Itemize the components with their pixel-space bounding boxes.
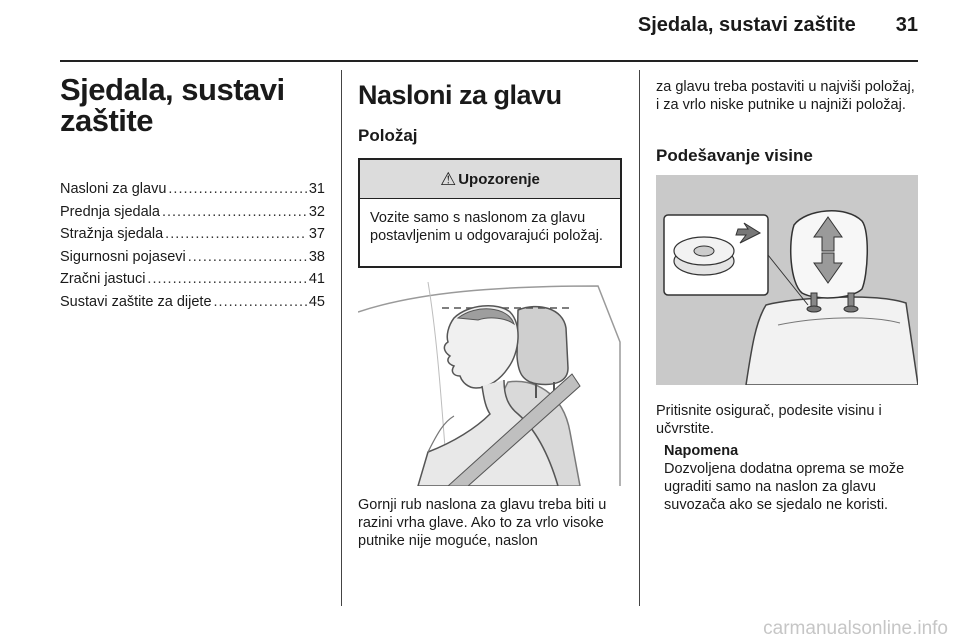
toc-item-page: 32 [308, 203, 325, 220]
toc-item-label: Sigurnosni pojasevi [60, 248, 186, 265]
section-title: Nasloni za glavu [358, 80, 562, 110]
column-divider-1 [341, 70, 342, 606]
chapter-title: Sjedala, sustavi zaštite [60, 72, 285, 138]
toc-leader-dots [147, 268, 306, 291]
footer-watermark: carmanualsonline.info [763, 618, 948, 639]
headrest-adjust-illustration [656, 175, 918, 385]
toc-item-label: Sustavi zaštite za dijete [60, 293, 212, 310]
warning-title: Upozorenje [458, 170, 540, 188]
position-text: Gornji rub naslona za glavu treba biti u razini vrha glave. Ako to za vrlo visoke putnike nije moguće, naslon [358, 497, 607, 549]
continued-text: za glavu treba postaviti u najviši položaj, i za vrlo niske putnike u najniži položaj. [656, 79, 915, 113]
toc-item-sustavi-zastite-za-dijete[interactable] [60, 291, 325, 314]
height-adjust-heading: Podešavanje visine [656, 146, 813, 165]
warning-text: Vozite samo s naslonom za glavu postavljenim u odgovarajući položaj. [370, 210, 603, 244]
toc-item-zracni-jastuci[interactable] [60, 268, 325, 291]
seat-back [746, 297, 918, 385]
toc-item-nasloni-za-glavu[interactable] [60, 178, 325, 201]
height-adjust-text: Pritisnite osigurač, podesite visinu i učvrstite. [656, 403, 882, 437]
toc-leader-dots [168, 178, 306, 201]
toc-item-sigurnosni-pojasevi[interactable] [60, 246, 325, 269]
toc-item-label: Prednja sjedala [60, 203, 160, 220]
toc-leader-dots [188, 246, 307, 269]
release-button-hole [694, 246, 714, 256]
note-heading: Napomena [664, 443, 739, 459]
toc-item-page: 41 [308, 271, 325, 287]
post-guide [844, 306, 858, 312]
driver-headrest-illustration [358, 282, 622, 486]
header-rule [60, 60, 918, 62]
running-header [520, 14, 918, 37]
warning-triangle-icon: ⚠ [440, 168, 457, 189]
toc-item-page: 45 [308, 293, 325, 310]
toc-item-straznja-sjedala[interactable] [60, 223, 325, 246]
position-heading: Položaj [358, 126, 418, 145]
toc-leader-dots [214, 291, 307, 314]
headrest-post [848, 293, 854, 307]
toc-item-label: Nasloni za glavu [60, 181, 167, 197]
toc-item-label: Zračni jastuci [60, 271, 146, 287]
warning-header [360, 160, 620, 199]
running-title: Sjedala, sustavi zaštite [637, 14, 856, 36]
toc-leader-dots [165, 223, 307, 246]
toc-item-page: 31 [308, 181, 325, 197]
toc-item-page: 37 [308, 226, 325, 242]
headrest-post [811, 293, 817, 307]
warning-box [358, 158, 622, 268]
toc-item-prednja-sjedala[interactable] [60, 201, 325, 224]
post-guide [807, 306, 821, 312]
toc-leader-dots [162, 201, 307, 224]
column-divider-2 [639, 70, 640, 606]
headrest-shape [517, 307, 568, 385]
note-block [664, 442, 914, 514]
table-of-contents [60, 178, 325, 313]
toc-item-label: Stražnja sjedala [60, 226, 164, 242]
note-text: Dozvoljena dodatna oprema se može ugraditi samo na naslon za glavu suvozača ako se sjedalo ne koristi. [664, 461, 905, 513]
page-number: 31 [895, 14, 918, 36]
toc-item-page: 38 [308, 248, 325, 265]
